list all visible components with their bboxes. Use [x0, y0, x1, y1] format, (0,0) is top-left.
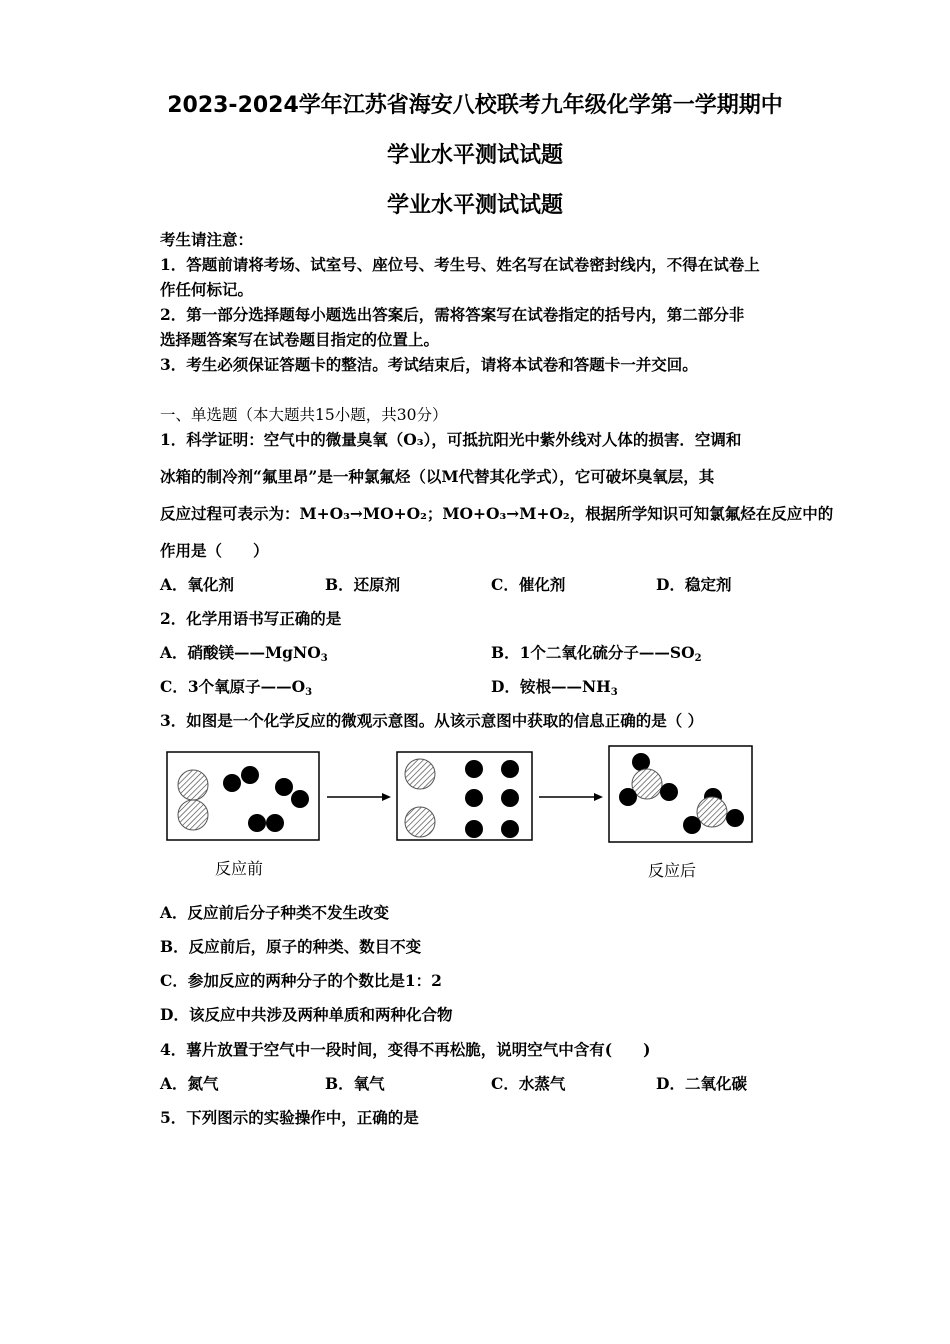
notice-heading: 考生请注意：	[160, 230, 254, 249]
q2-option-a: A．硝酸镁——MgNO$_3$	[160, 643, 328, 664]
black-atom	[726, 809, 744, 827]
q2-option-c: C．3个氧原子$——O_3$	[160, 677, 313, 698]
q2-option-d: D．铵根$——NH_3$	[491, 677, 618, 698]
q3-option-b: B．反应前后，原子的种类、数目不变	[160, 937, 422, 956]
black-atom	[660, 783, 678, 801]
hatched-atom	[697, 797, 727, 827]
q1-line-2: 冰箱的制冷剂“氟里昂”是一种氯氟烃（以M代替其化学式），它可破坏臭氧层，其	[160, 467, 715, 486]
hatched-atom	[405, 759, 435, 789]
black-atom	[501, 789, 519, 807]
q4-stem: 4．薯片放置于空气中一段时间，变得不再松脆，说明空气中含有( )	[160, 1040, 651, 1059]
page-subtitle-repeat: 学业水平测试试题	[386, 193, 563, 218]
black-atom	[465, 820, 483, 838]
q5-stem: 5．下列图示的实验操作中，正确的是	[160, 1108, 419, 1127]
q2-option-b: B．1个二氧化硫分子$——SO_2$	[491, 643, 702, 664]
black-atom	[501, 820, 519, 838]
q4-option-b: B．氧气	[325, 1074, 385, 1093]
black-atom	[248, 814, 266, 832]
black-atom	[291, 790, 309, 808]
notice-item-2b: 选择题答案写在试卷题目指定的位置上。	[160, 330, 440, 349]
black-atom	[501, 760, 519, 778]
caption-after: 反应后	[648, 861, 697, 880]
section-heading: 一、单选题（本大题共15小题，共30分）	[160, 406, 448, 424]
q1-option-a: A．氧化剂	[160, 575, 235, 594]
notice-item-1b: 作任何标记。	[160, 280, 254, 299]
q1-line-4: 作用是（ ）	[160, 541, 269, 560]
q1-option-d: D．稳定剂	[656, 575, 732, 594]
q3-option-d: D．该反应中共涉及两种单质和两种化合物	[160, 1005, 453, 1024]
page-subtitle: 学业水平测试试题	[386, 143, 563, 168]
hatched-atom	[178, 800, 208, 830]
q3-option-a: A．反应前后分子种类不发生改变	[160, 903, 390, 922]
q1-line-3: 反应过程可表示为：M+O₃→MO+O₂；MO+O₃→M+O₂，根据所学知识可知氯氟烃在反应中的	[160, 504, 834, 523]
q4-option-c: C．水蒸气	[491, 1074, 566, 1093]
notice-item-2a: 2．第一部分选择题每小题选出答案后，需将答案写在试卷指定的括号内，第二部分非	[160, 305, 745, 324]
black-atom	[223, 774, 241, 792]
black-atom	[465, 760, 483, 778]
q4-option-a: A．氮气	[160, 1074, 219, 1093]
black-atom	[632, 753, 650, 771]
black-atom	[241, 766, 259, 784]
arrow-head	[382, 793, 391, 801]
notice-item-1a: 1．答题前请将考场、试室号、座位号、考生号、姓名写在试卷密封线内，不得在试卷上	[160, 255, 760, 274]
q1-line-1: 1．科学证明：空气中的微量臭氧（O₃），可抵抗阳光中紫外线对人体的损害．空调和	[160, 430, 742, 449]
caption-before: 反应前	[215, 859, 264, 878]
arrow-head	[594, 793, 603, 801]
q4-option-d: D．二氧化碳	[656, 1074, 747, 1093]
notice-item-3: 3．考生必须保证答题卡的整洁。考试结束后，请将本试卷和答题卡一并交回。	[160, 355, 698, 374]
black-atom	[465, 789, 483, 807]
q1-option-b: B．还原剂	[325, 575, 401, 594]
black-atom	[683, 816, 701, 834]
hatched-atom	[178, 770, 208, 800]
black-atom	[266, 814, 284, 832]
q3-stem: 3．如图是一个化学反应的微观示意图。从该示意图中获取的信息正确的是（ ）	[160, 711, 704, 730]
hatched-atom	[405, 807, 435, 837]
black-atom	[619, 788, 637, 806]
q3-option-c: C．参加反应的两种分子的个数比是1：2	[160, 971, 442, 990]
black-atom	[275, 778, 293, 796]
q2-stem: 2．化学用语书写正确的是	[160, 609, 342, 628]
q1-option-c: C．催化剂	[491, 575, 566, 594]
page-title: 2023-2024学年江苏省海安八校联考九年级化学第一学期期中	[167, 93, 783, 118]
